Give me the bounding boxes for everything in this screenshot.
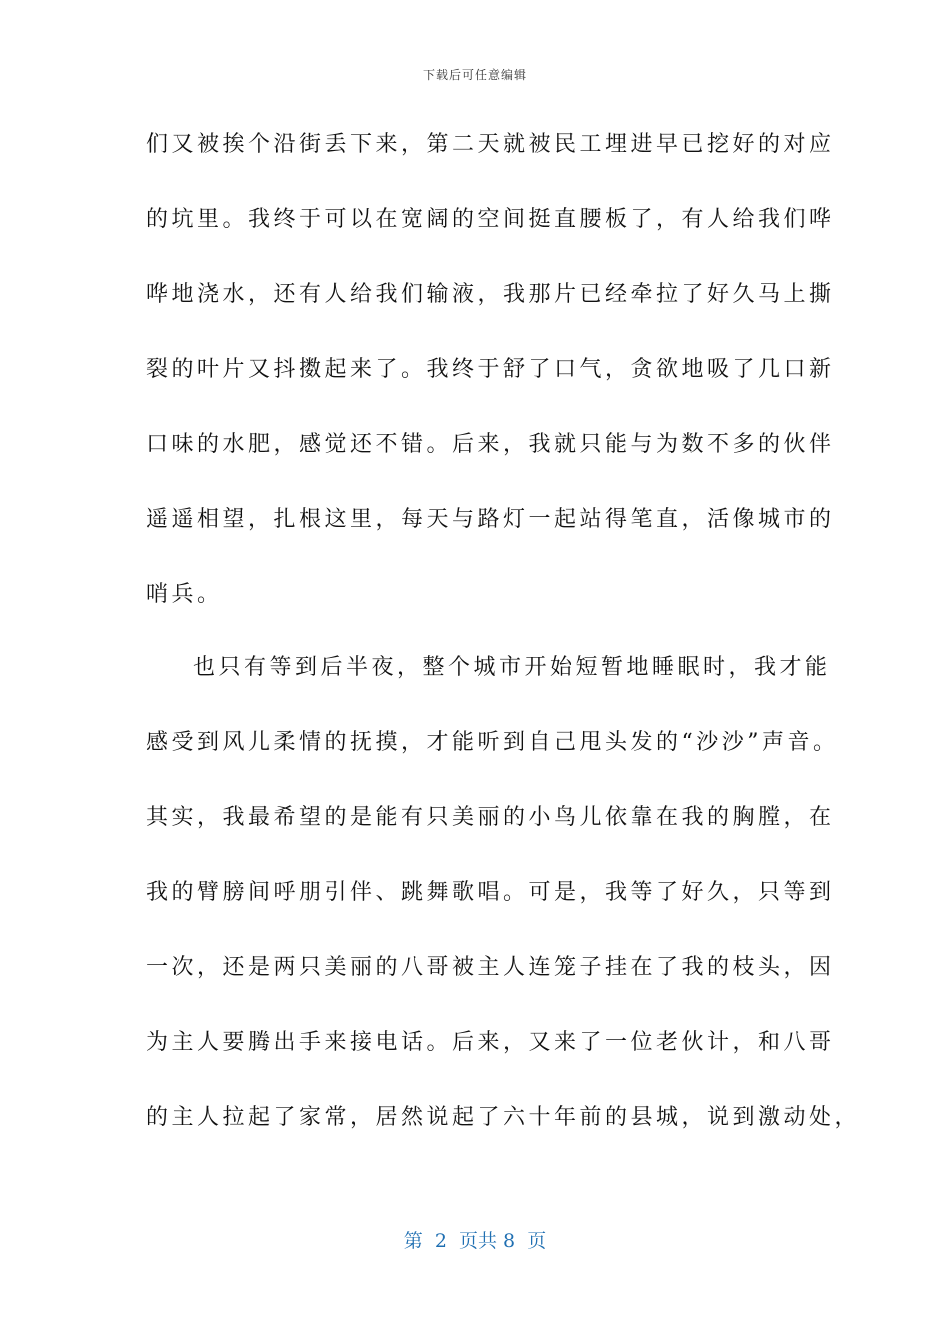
text-line: 一次，还是两只美丽的八哥被主人连笼子挂在了我的枝头，因 <box>146 955 835 980</box>
text-line: 为主人要腾出手来接电话。后来，又来了一位老伙计，和八哥 <box>146 1030 835 1055</box>
text-line: 哗地浇水，还有人给我们输液，我那片已经牵拉了好久马上撕 <box>146 282 835 307</box>
page-number-footer: 第 2 页共 8 页 <box>403 1230 547 1252</box>
page-header-note: 下载后可任意编辑 <box>422 68 527 82</box>
text-line: 的坑里。我终于可以在宽阔的空间挺直腰板了，有人给我们哗 <box>146 207 835 232</box>
text-line: 感受到风儿柔情的抚摸，才能听到自己甩头发的“沙沙”声音。 <box>146 730 839 755</box>
text-line: 裂的叶片又抖擞起来了。我终于舒了口气，贪欲地吸了几口新 <box>146 357 835 382</box>
text-line: 们又被挨个沿街丢下来，第二天就被民工埋进早已挖好的对应 <box>146 132 835 157</box>
text-line: 其实，我最希望的是能有只美丽的小鸟儿依靠在我的胸膛，在 <box>146 805 835 830</box>
text-line: 我的臂膀间呼朋引伴、跳舞歌唱。可是，我等了好久，只等到 <box>146 880 835 905</box>
paragraph-first-line: 也只有等到后半夜，整个城市开始短暂地睡眠时，我才能 <box>193 655 831 680</box>
text-line: 的主人拉起了家常，居然说起了六十年前的县城，说到激动处， <box>146 1105 861 1130</box>
text-line: 哨兵。 <box>146 582 223 607</box>
text-line: 遥遥相望，扎根这里，每天与路灯一起站得笔直，活像城市的 <box>146 507 835 532</box>
text-line: 口味的水肥，感觉还不错。后来，我就只能与为数不多的伙伴 <box>146 432 835 457</box>
